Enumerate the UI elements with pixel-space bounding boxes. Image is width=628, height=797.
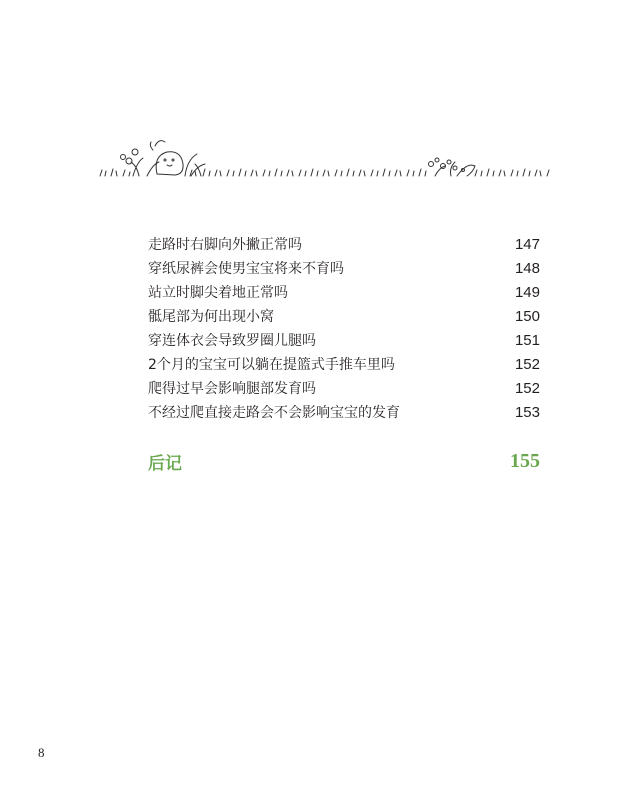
toc-entry[interactable] <box>148 401 540 425</box>
toc-entry-title: 走路时右脚向外撇正常吗 <box>148 237 302 253</box>
toc-entry-title: 站立时脚尖着地正常吗 <box>148 285 288 301</box>
toc-entry-page: 150 <box>514 308 540 325</box>
toc-entry-title: 爬得过早会影响腿部发育吗 <box>148 381 316 397</box>
grass-doodle-icon <box>95 130 555 190</box>
afterword-page: 155 <box>510 450 540 472</box>
table-of-contents <box>148 233 540 425</box>
toc-entry-title: 骶尾部为何出现小窝 <box>148 309 274 325</box>
toc-entry-page: 151 <box>514 332 540 349</box>
toc-entry-page: 148 <box>514 260 540 277</box>
page-number: 8 <box>38 745 45 760</box>
toc-entry-title: 2个月的宝宝可以躺在提篮式手推车里吗 <box>148 357 395 373</box>
toc-entry-page: 149 <box>514 284 540 301</box>
toc-entry[interactable] <box>148 377 540 401</box>
toc-entry-title: 不经过爬直接走路会不会影响宝宝的发育 <box>148 405 400 421</box>
toc-entry[interactable] <box>148 233 540 257</box>
afterword-title: 后记 <box>148 454 182 474</box>
toc-entry-page: 152 <box>514 380 540 397</box>
toc-entry[interactable] <box>148 329 540 353</box>
toc-entry-title: 穿纸尿裤会使男宝宝将来不育吗 <box>148 261 344 277</box>
toc-entry[interactable] <box>148 281 540 305</box>
toc-entry-page: 152 <box>514 356 540 373</box>
toc-afterword[interactable] <box>148 449 540 474</box>
toc-entry-title: 穿连体衣会导致罗圈儿腿吗 <box>148 333 316 349</box>
toc-entry[interactable] <box>148 305 540 329</box>
toc-entry[interactable] <box>148 353 540 377</box>
toc-entry[interactable] <box>148 257 540 281</box>
toc-entry-page: 153 <box>514 404 540 421</box>
toc-entry-page: 147 <box>514 236 540 253</box>
